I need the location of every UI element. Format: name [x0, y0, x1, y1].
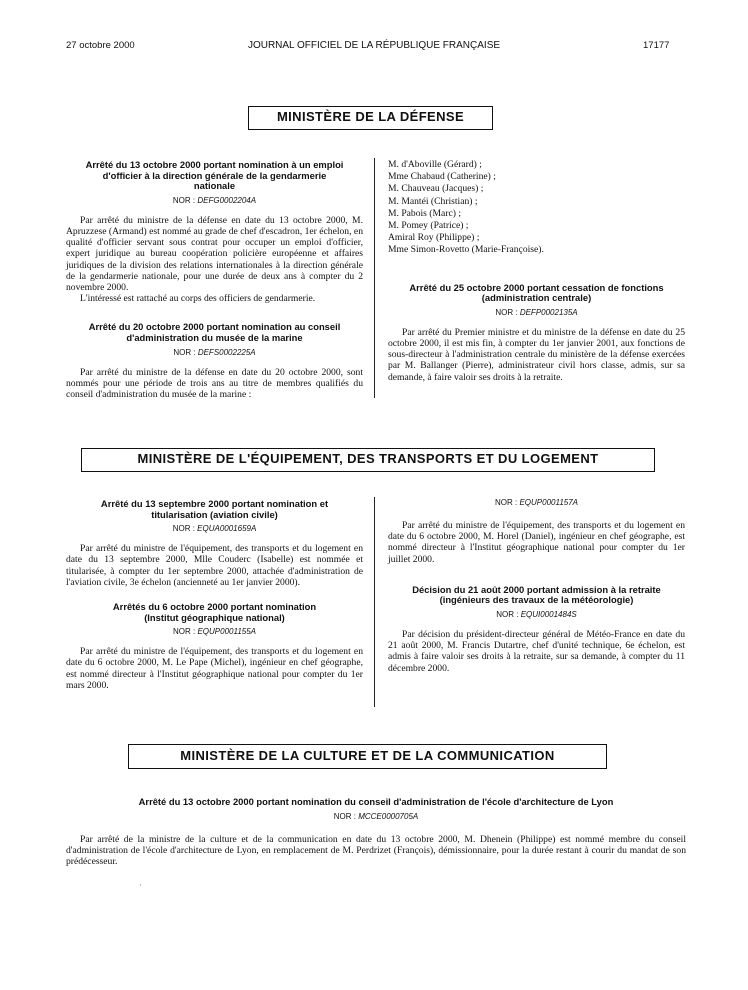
column-left-equipement	[66, 499, 363, 691]
article-title: Arrêté du 13 octobre 2000 portant nomination du conseil d'administration de l'école d'architecture de Lyon	[138, 796, 614, 807]
section-heading-equipement	[81, 448, 655, 472]
nor-code: EQUP0001157A	[519, 498, 579, 507]
article-title: Arrêtés du 6 octobre 2000 portant nomination (Institut géographique national)	[112, 601, 317, 623]
section-heading-equipement-text: MINISTÈRE DE L'ÉQUIPEMENT, DES TRANSPORTS ET DU LOGEMENT	[137, 451, 599, 466]
article-paragraph: Par arrêté du ministre de la défense en date du 13 octobre 2000, M. Apruzzese (Armand) est nommé au grade de chef d'escadron, 1er échelon, en qualité d'officier servant sous contrat pour occuper un emploi d'officier, expert juridique au bureau coopération policière européenne et affaires juridiques de la division des relations internationales à la direction générale de la gendarmerie nationale, pour une durée de deux ans à compter du 2 novembre 2000.	[66, 214, 363, 293]
list-item: Mme Simon-Rovetto (Marie-Françoise).	[388, 244, 544, 256]
article-title: Arrêté du 13 octobre 2000 portant nomination à un emploi d'officier à la direction générale de la gendarmerie nationale	[85, 159, 344, 192]
nor-label: NOR :	[172, 627, 196, 637]
column-divider	[374, 497, 375, 707]
nor-label: NOR :	[496, 610, 519, 619]
column-full-culture	[66, 797, 686, 867]
list-item: Mme Chabaud (Catherine) ;	[388, 171, 496, 183]
nor-code: EQUP0001155A	[197, 627, 257, 637]
nor-code: DEFG0002204A	[197, 195, 257, 205]
list-item: M. d'Aboville (Gérard) ;	[388, 159, 482, 170]
list-item: M. Mantéi (Christian) ;	[388, 195, 478, 207]
nor-label: NOR :	[172, 524, 195, 534]
section-heading-culture	[128, 744, 607, 769]
article-title: Arrêté du 20 octobre 2000 portant nomination au conseil d'administration du musée de la marine	[88, 321, 341, 343]
page-number: 17177	[643, 40, 670, 51]
header-date: 27 octobre 2000	[66, 40, 135, 51]
nor-reference	[388, 308, 685, 318]
article-paragraph: Par arrêté du ministre de l'équipement, des transports et du logement en date du 6 octobre 2000, M. Horel (Daniel), ingénieur en chef géographe, est nommé directeur à l'Institut géographique national pour compter du 1er juillet 2000.	[388, 520, 685, 565]
article-paragraph: Par arrêté du ministre de l'équipement, des transports et du logement en date du 6 octobre 2000, M. Le Pape (Michel), ingénieur en chef géographe, est nommé directeur à l'Institut géographique national pour compter du 1er mars 2000.	[66, 646, 363, 691]
section-heading-defense	[248, 106, 493, 130]
nor-code: EQUA0001659A	[197, 524, 257, 534]
nor-reference	[388, 498, 685, 508]
nor-label: NOR :	[333, 811, 356, 821]
column-left-defense	[66, 160, 363, 400]
article-paragraph: L'intéressé est rattaché au corps des officiers de gendarmerie.	[80, 293, 316, 305]
list-item: M. Pomey (Patrice) ;	[388, 220, 469, 232]
nor-code: MCCE0000705A	[358, 811, 419, 821]
article-paragraph: Par arrêté du ministre de l'équipement, des transports et du logement en date du 13 septembre 2000, Mlle Couderc (Isabelle) est nommée et titularisée, à compter du 1er septembre 2000, attachée d'administration de l'aviation civile, 3e échelon (ancienneté au 1er janvier 2000).	[66, 543, 363, 588]
article-paragraph: Par arrêté de la ministre de la culture et de la communication en date du 13 octobre 2000, M. Dhenein (Philippe) est nommé membre du conseil d'administration de l'école d'architecture de Lyon, en remplacement de M. Perdrizet (François), démissionnaire, pour la durée restant à courir du mandat de son prédécesseur.	[66, 833, 686, 867]
column-right-defense	[388, 159, 685, 383]
scan-speck: ·	[139, 880, 142, 890]
nor-label: NOR :	[172, 195, 196, 205]
nor-label: NOR :	[495, 307, 518, 317]
nor-code: DEFS0002225A	[197, 347, 256, 357]
nor-reference	[66, 524, 363, 534]
article-title: Arrêté du 25 octobre 2000 portant cessation de fonctions (administration centrale)	[409, 281, 664, 304]
list-item: Amiral Roy (Philippe) ;	[388, 232, 480, 244]
list-item: M. Pabois (Marc) ;	[388, 207, 462, 219]
list-item: M. Chauveau (Jacques) ;	[388, 183, 484, 195]
section-heading-defense-text: MINISTÈRE DE LA DÉFENSE	[276, 109, 465, 124]
article-title: Arrêté du 13 septembre 2000 portant nomination et titularisation (aviation civile)	[100, 498, 329, 520]
nor-reference	[66, 348, 363, 358]
nor-reference	[66, 812, 686, 822]
nor-label: NOR :	[173, 347, 196, 357]
article-paragraph: Par décision du président-directeur général de Météo-France en date du 21 août 2000, M. Francis Dutartre, chef d'unité technique, 6e échelon, est admis à faire valoir ses droits à la retraite, sur sa demande, à compter du 11 décembre 2000.	[388, 629, 685, 674]
nor-reference	[66, 627, 363, 637]
article-paragraph: Par arrêté du ministre de la défense en date du 20 octobre 2000, sont nommés pour une période de trois ans au titre de membres qualifiés du conseil d'administration du musée de la marine :	[66, 366, 363, 400]
article-paragraph: Par arrêté du Premier ministre et du ministre de la défense en date du 25 octobre 2000, il est mis fin, à compter du 1er janvier 2001, aux fonctions de sous-directeur à l'administration centrale du ministère de la défense exercées par M. Ballanger (Pierre), administrateur civil hors classe, admis, sur sa demande, à faire valoir ses droits à la retraite.	[388, 326, 685, 383]
section-heading-culture-text: MINISTÈRE DE LA CULTURE ET DE LA COMMUNICATION	[180, 748, 555, 763]
journal-title: JOURNAL OFFICIEL DE LA RÉPUBLIQUE FRANÇAISE	[247, 40, 501, 51]
column-right-equipement	[388, 498, 685, 674]
member-list	[388, 159, 685, 257]
column-divider	[374, 158, 375, 398]
nor-code: EQUI0001484S	[520, 610, 577, 619]
nor-reference	[66, 196, 363, 206]
article-title: Décision du 21 août 2000 portant admission à la retraite (ingénieurs des travaux de la météorologie)	[412, 583, 661, 606]
nor-code: DEFP0002135A	[519, 307, 578, 317]
nor-label: NOR :	[494, 498, 518, 507]
nor-reference	[388, 610, 685, 620]
